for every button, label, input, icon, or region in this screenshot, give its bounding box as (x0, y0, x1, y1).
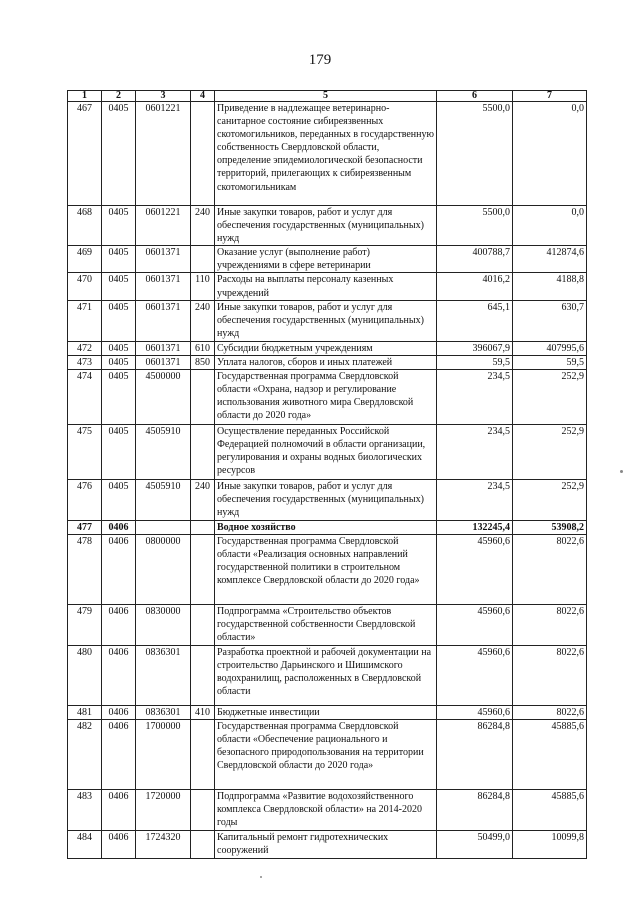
amount-year-2: 53908,2 (513, 520, 587, 534)
column-header: 5 (215, 91, 437, 102)
expense-name: Государственная программа Свердловской области «Реализация основных направлений государственной политики в строительном комплексе Свердловской области до 2020 года» (215, 534, 437, 604)
expense-type-code (191, 424, 215, 479)
table-row (68, 831, 587, 859)
target-article-code: 4500000 (136, 369, 191, 424)
row-number: 481 (68, 705, 102, 719)
amount-year-1: 234,5 (437, 479, 513, 520)
target-article-code (136, 520, 191, 534)
expense-type-code (191, 369, 215, 424)
table-row (68, 520, 587, 534)
table-row (68, 355, 587, 369)
expense-name: Бюджетные инвестиции (215, 705, 437, 719)
expense-type-code: 610 (191, 341, 215, 355)
section-code: 0406 (102, 645, 136, 705)
expense-name: Осуществление переданных Российской Федерацией полномочий в области организации, регулирования и охраны водных биологических ресурсов (215, 424, 437, 479)
amount-year-1: 400788,7 (437, 246, 513, 273)
expense-type-code (191, 831, 215, 859)
expense-type-code: 240 (191, 479, 215, 520)
amount-year-2: 8022,6 (513, 645, 587, 705)
table-row (68, 424, 587, 479)
expense-type-code (191, 645, 215, 705)
target-article-code: 1724320 (136, 831, 191, 859)
amount-year-2: 0,0 (513, 206, 587, 246)
amount-year-1: 132245,4 (437, 520, 513, 534)
target-article-code: 0601371 (136, 246, 191, 273)
row-number: 468 (68, 206, 102, 246)
expense-name: Уплата налогов, сборов и иных платежей (215, 355, 437, 369)
section-code: 0405 (102, 300, 136, 341)
row-number: 477 (68, 520, 102, 534)
row-number: 484 (68, 831, 102, 859)
amount-year-2: 252,9 (513, 424, 587, 479)
section-code: 0406 (102, 520, 136, 534)
section-code: 0405 (102, 479, 136, 520)
amount-year-2: 45885,6 (513, 790, 587, 831)
expense-name: Расходы на выплаты персоналу казенных учреждений (215, 273, 437, 300)
target-article-code: 4505910 (136, 424, 191, 479)
amount-year-1: 45960,6 (437, 645, 513, 705)
expense-name: Подпрограмма «Развитие водохозяйственного комплекса Свердловской области» на 2014-2020 годы (215, 790, 437, 831)
amount-year-2: 407995,6 (513, 341, 587, 355)
target-article-code: 0601371 (136, 341, 191, 355)
amount-year-1: 234,5 (437, 369, 513, 424)
amount-year-2: 8022,6 (513, 604, 587, 645)
expense-type-code: 850 (191, 355, 215, 369)
section-code: 0406 (102, 720, 136, 790)
amount-year-1: 645,1 (437, 300, 513, 341)
row-number: 470 (68, 273, 102, 300)
target-article-code: 1720000 (136, 790, 191, 831)
section-code: 0405 (102, 246, 136, 273)
column-header: 4 (191, 91, 215, 102)
target-article-code: 0830000 (136, 604, 191, 645)
expense-name: Оказание услуг (выполнение работ) учреждениями в сфере ветеринарии (215, 246, 437, 273)
table-row (68, 102, 587, 206)
expense-name: Субсидии бюджетным учреждениям (215, 341, 437, 355)
expense-type-code: 240 (191, 206, 215, 246)
section-code: 0405 (102, 273, 136, 300)
table-row (68, 300, 587, 341)
amount-year-2: 252,9 (513, 369, 587, 424)
section-code: 0406 (102, 534, 136, 604)
target-article-code: 1700000 (136, 720, 191, 790)
table-row (68, 720, 587, 790)
scan-speck (260, 876, 262, 878)
table-row (68, 604, 587, 645)
table-row (68, 479, 587, 520)
table-body (68, 102, 587, 859)
row-number: 469 (68, 246, 102, 273)
row-number: 476 (68, 479, 102, 520)
table-row (68, 705, 587, 719)
target-article-code: 0601221 (136, 102, 191, 206)
target-article-code: 0601371 (136, 355, 191, 369)
section-code: 0405 (102, 424, 136, 479)
column-header: 6 (437, 91, 513, 102)
amount-year-2: 59,5 (513, 355, 587, 369)
expense-type-code: 240 (191, 300, 215, 341)
section-code: 0405 (102, 341, 136, 355)
table-row (68, 273, 587, 300)
section-code: 0405 (102, 102, 136, 206)
budget-table (67, 90, 587, 859)
table-row (68, 369, 587, 424)
section-code: 0405 (102, 369, 136, 424)
table-row (68, 645, 587, 705)
amount-year-1: 45960,6 (437, 534, 513, 604)
amount-year-2: 412874,6 (513, 246, 587, 273)
amount-year-1: 396067,9 (437, 341, 513, 355)
row-number: 479 (68, 604, 102, 645)
target-article-code: 0601221 (136, 206, 191, 246)
target-article-code: 0601371 (136, 300, 191, 341)
expense-type-code (191, 534, 215, 604)
scan-speck (620, 470, 623, 473)
row-number: 480 (68, 645, 102, 705)
expense-name: Иные закупки товаров, работ и услуг для обеспечения государственных (муниципальных) нужд (215, 479, 437, 520)
target-article-code: 4505910 (136, 479, 191, 520)
column-header: 2 (102, 91, 136, 102)
amount-year-1: 4016,2 (437, 273, 513, 300)
amount-year-2: 45885,6 (513, 720, 587, 790)
amount-year-1: 5500,0 (437, 206, 513, 246)
expense-name: Иные закупки товаров, работ и услуг для обеспечения государственных (муниципальных) нужд (215, 206, 437, 246)
expense-name: Приведение в надлежащее ветеринарно-санитарное состояние сибиреязвенных скотомогильников, переданных в государственную собственность Свердловской области, определение эпидемиологической безопасности территорий, прилегающих к сибиреязвенным скотомогильникам (215, 102, 437, 206)
amount-year-1: 86284,8 (437, 720, 513, 790)
amount-year-2: 8022,6 (513, 534, 587, 604)
row-number: 467 (68, 102, 102, 206)
target-article-code: 0800000 (136, 534, 191, 604)
amount-year-1: 5500,0 (437, 102, 513, 206)
amount-year-2: 252,9 (513, 479, 587, 520)
page-number: 179 (308, 52, 332, 68)
amount-year-2: 10099,8 (513, 831, 587, 859)
column-header: 1 (68, 91, 102, 102)
expense-type-code (191, 790, 215, 831)
expense-name: Подпрограмма «Строительство объектов государственной собственности Свердловской области» (215, 604, 437, 645)
column-header: 7 (513, 91, 587, 102)
row-number: 471 (68, 300, 102, 341)
expense-type-code (191, 604, 215, 645)
section-code: 0406 (102, 790, 136, 831)
amount-year-1: 234,5 (437, 424, 513, 479)
expense-name: Государственная программа Свердловской области «Охрана, надзор и регулирование использования животного мира Свердловской области до 2020 года» (215, 369, 437, 424)
expense-name: Водное хозяйство (215, 520, 437, 534)
target-article-code: 0836301 (136, 705, 191, 719)
section-code: 0405 (102, 206, 136, 246)
amount-year-2: 630,7 (513, 300, 587, 341)
amount-year-2: 8022,6 (513, 705, 587, 719)
expense-type-code (191, 520, 215, 534)
expense-name: Капитальный ремонт гидротехнических сооружений (215, 831, 437, 859)
expense-type-code (191, 720, 215, 790)
amount-year-1: 45960,6 (437, 705, 513, 719)
expense-name: Государственная программа Свердловской области «Обеспечение рационального и безопасного природопользования на территории Свердловской области до 2020 года» (215, 720, 437, 790)
amount-year-1: 59,5 (437, 355, 513, 369)
row-number: 483 (68, 790, 102, 831)
section-code: 0405 (102, 355, 136, 369)
table-header-row (68, 91, 587, 102)
expense-type-code (191, 102, 215, 206)
target-article-code: 0836301 (136, 645, 191, 705)
column-header: 3 (136, 91, 191, 102)
section-code: 0406 (102, 831, 136, 859)
amount-year-2: 4188,8 (513, 273, 587, 300)
target-article-code: 0601371 (136, 273, 191, 300)
expense-name: Разработка проектной и рабочей документации на строительство Дарьинского и Шишимского водохранилищ, расположенных в Свердловской области (215, 645, 437, 705)
amount-year-1: 50499,0 (437, 831, 513, 859)
row-number: 482 (68, 720, 102, 790)
section-code: 0406 (102, 705, 136, 719)
table-row (68, 206, 587, 246)
expense-type-code: 410 (191, 705, 215, 719)
table-row (68, 341, 587, 355)
amount-year-1: 86284,8 (437, 790, 513, 831)
amount-year-2: 0,0 (513, 102, 587, 206)
amount-year-1: 45960,6 (437, 604, 513, 645)
section-code: 0406 (102, 604, 136, 645)
row-number: 474 (68, 369, 102, 424)
row-number: 472 (68, 341, 102, 355)
expense-type-code (191, 246, 215, 273)
row-number: 478 (68, 534, 102, 604)
table-row (68, 246, 587, 273)
table-row (68, 534, 587, 604)
expense-type-code: 110 (191, 273, 215, 300)
table-row (68, 790, 587, 831)
row-number: 475 (68, 424, 102, 479)
row-number: 473 (68, 355, 102, 369)
expense-name: Иные закупки товаров, работ и услуг для обеспечения государственных (муниципальных) нужд (215, 300, 437, 341)
